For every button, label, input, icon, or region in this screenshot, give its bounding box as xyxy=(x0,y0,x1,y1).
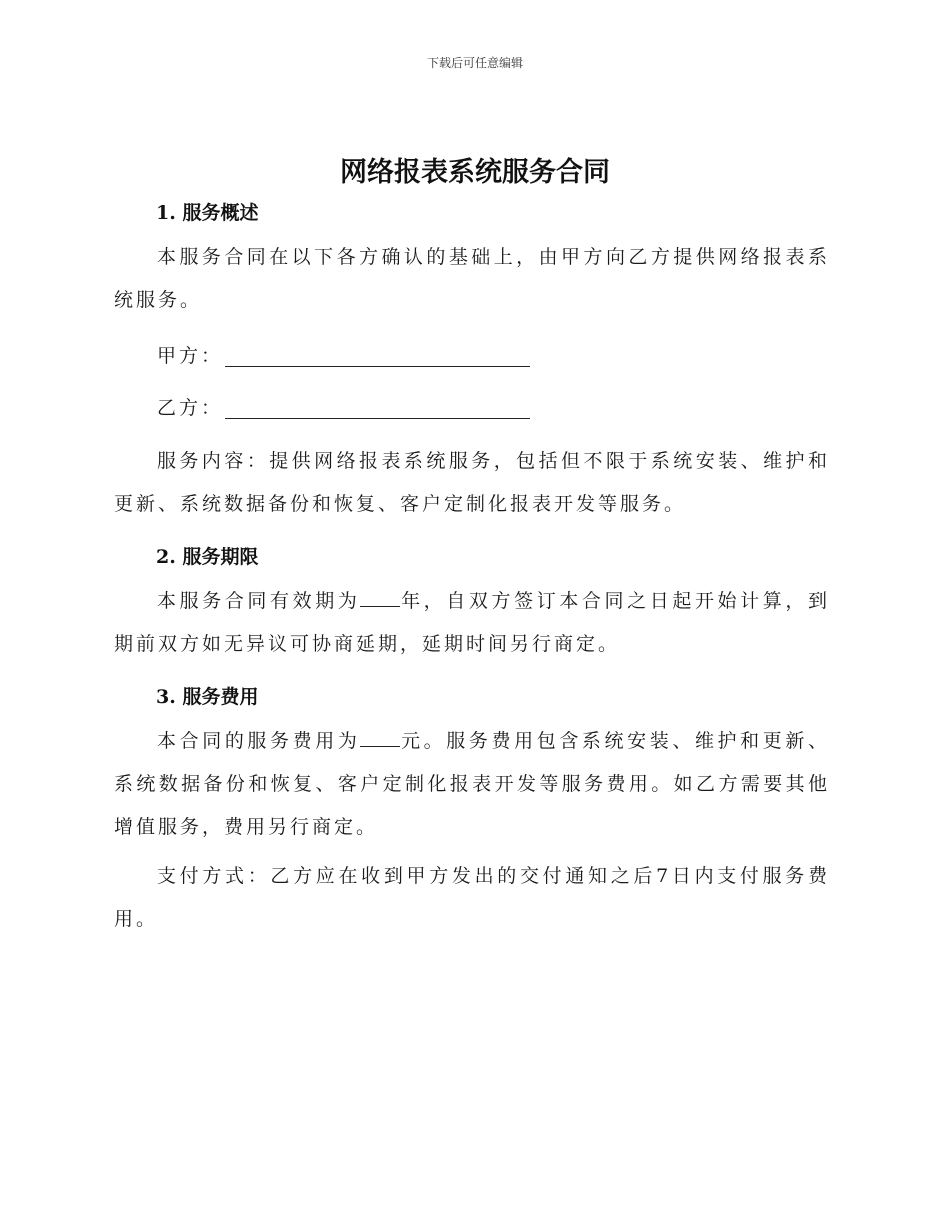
service-fee-text-before: 本合同的服务费用为 xyxy=(157,730,361,752)
party-a-label: 甲方： xyxy=(157,345,224,367)
section-heading-service-term: 2. 服务期限 xyxy=(156,546,259,568)
service-fee-paragraph xyxy=(114,720,830,849)
service-term-text-after: 年，自双方签订本合同之日起开始计算，到期前双方如无异议可协商延期，延期时间另行商定。 xyxy=(114,590,830,655)
party-a-field xyxy=(114,330,830,382)
party-a-blank-line[interactable] xyxy=(225,346,530,367)
document-title: 网络报表系统服务合同 xyxy=(340,157,610,188)
header-note: 下载后可任意编辑 xyxy=(426,56,523,70)
fee-amount-blank[interactable] xyxy=(360,728,400,747)
party-b-blank-line[interactable] xyxy=(225,398,530,419)
section-heading-service-overview: 1. 服务概述 xyxy=(156,202,259,224)
payment-method-paragraph: 支付方式：乙方应在收到甲方发出的交付通知之后7日内支付服务费用。 xyxy=(114,865,830,930)
document-body xyxy=(114,196,830,941)
party-b-label: 乙方： xyxy=(157,397,224,419)
service-overview-intro: 本服务合同在以下各方确认的基础上，由甲方向乙方提供网络报表系统服务。 xyxy=(114,246,830,311)
service-term-paragraph xyxy=(114,580,830,666)
section-heading-service-fee: 3. 服务费用 xyxy=(156,686,259,708)
service-fee-text-after: 元。服务费用包含系统安装、维护和更新、系统数据备份和恢复、客户定制化报表开发等服务费用。如乙方需要其他增值服务，费用另行商定。 xyxy=(114,730,830,838)
party-b-field xyxy=(114,382,830,434)
term-years-blank[interactable] xyxy=(360,588,400,607)
service-term-text-before: 本服务合同有效期为 xyxy=(157,590,361,612)
service-content-paragraph: 服务内容：提供网络报表系统服务，包括但不限于系统安装、维护和更新、系统数据备份和恢复、客户定制化报表开发等服务。 xyxy=(114,450,830,515)
